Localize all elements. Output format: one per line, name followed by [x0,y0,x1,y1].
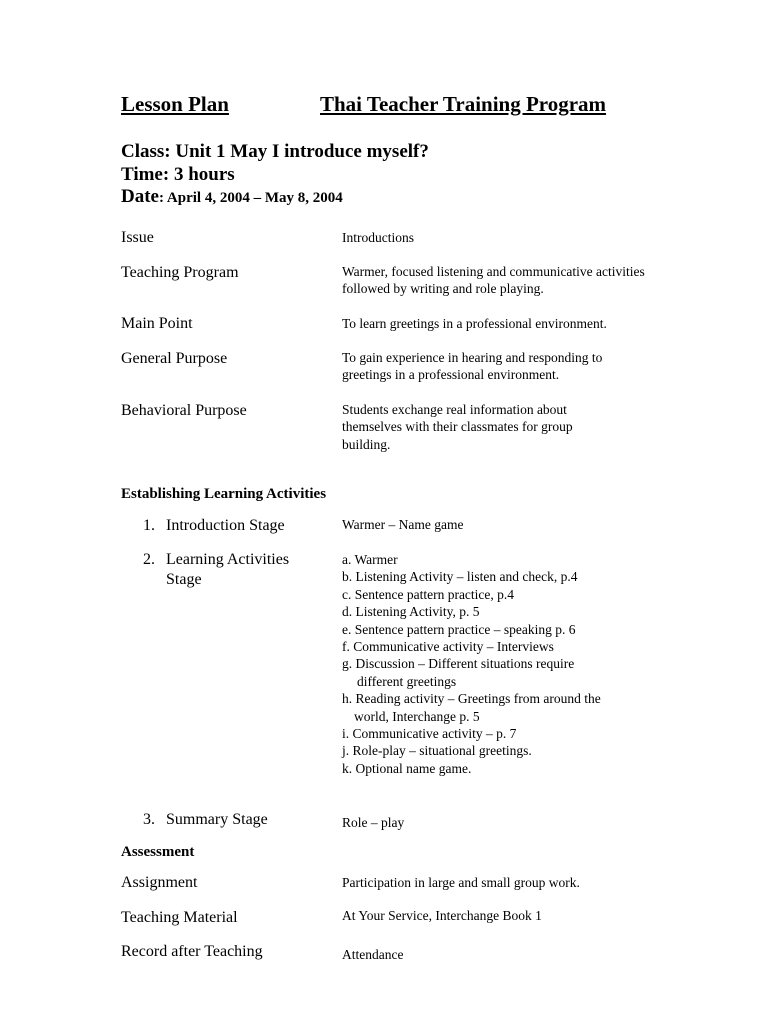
class-value: Unit 1 May I introduce myself? [175,141,429,162]
row-value-teaching-material: At Your Service, Interchange Book 1 [342,908,542,923]
program-title: Thai Teacher Training Program [320,92,607,116]
row-label-teaching-material: Teaching Material [121,909,238,926]
date-line [121,186,343,208]
stage-value-introduction: Warmer – Name game [342,517,464,532]
row-value-issue: Introductions [342,230,414,245]
list-item: f. Communicative activity – Interviews [342,639,554,655]
row-label-general-purpose: General Purpose [121,350,228,367]
list-item: a. Warmer [342,552,398,567]
stage-name-line: Stage [166,571,202,588]
row-value-teaching-program: Warmer, focused listening and communicative activities followed by writing and role playing. [342,264,645,297]
list-item: h. Reading activity – Greetings from around the [342,691,601,707]
time-line [121,164,235,186]
row-value-main-point: To learn greetings in a professional environment. [342,316,607,331]
row-value-behavioral-purpose: Students exchange real information about themselves with their classmates for group building. [342,402,573,452]
time-label: Time: [121,164,170,185]
row-label-teaching-program: Teaching Program [121,264,239,281]
class-line [121,141,429,163]
list-item-continuation: world, Interchange p. 5 [354,708,480,724]
row-value-record-after-teaching: Attendance [342,947,404,962]
section-title-assessment: Assessment [121,844,195,860]
list-item: k. Optional name game. [342,760,472,776]
row-value-general-purpose: To gain experience in hearing and responding to greetings in a professional environment. [342,350,603,383]
stage-value-summary: Role – play [342,815,405,830]
list-item: d. Listening Activity, p. 5 [342,604,480,620]
list-item: g. Discussion – Different situations require [342,656,575,672]
stage-name-line: Learning Activities [166,551,290,568]
time-value: 3 hours [173,164,235,185]
row-label-assignment: Assignment [121,874,198,891]
row-label-main-point: Main Point [121,315,193,332]
list-item: e. Sentence pattern practice – speaking p. 6 [342,621,576,637]
document-title: Lesson Plan [121,92,229,116]
activity-list [342,551,601,777]
date-label: Date [121,186,159,207]
stage-number: 1. [143,517,155,534]
date-value: : April 4, 2004 – May 8, 2004 [158,190,343,206]
stage-number: 3. [143,811,155,828]
list-item: b. Listening Activity – listen and check, p.4 [342,569,578,585]
row-label-behavioral-purpose: Behavioral Purpose [121,402,247,419]
stage-name-introduction: Introduction Stage [166,517,285,534]
row-value-assignment: Participation in large and small group work. [342,875,580,890]
list-item: i. Communicative activity – p. 7 [342,726,517,742]
stage-name-learning-activities [166,550,289,590]
stage-name-summary: Summary Stage [166,811,268,828]
list-item: c. Sentence pattern practice, p.4 [342,586,515,602]
row-label-record-after-teaching: Record after Teaching [121,943,263,960]
list-item: j. Role-play – situational greetings. [342,743,532,759]
row-label-issue: Issue [121,229,154,246]
list-item-continuation: different greetings [357,673,457,689]
section-title-activities: Establishing Learning Activities [121,486,327,502]
stage-number: 2. [143,551,155,568]
class-label: Class: [121,141,171,162]
